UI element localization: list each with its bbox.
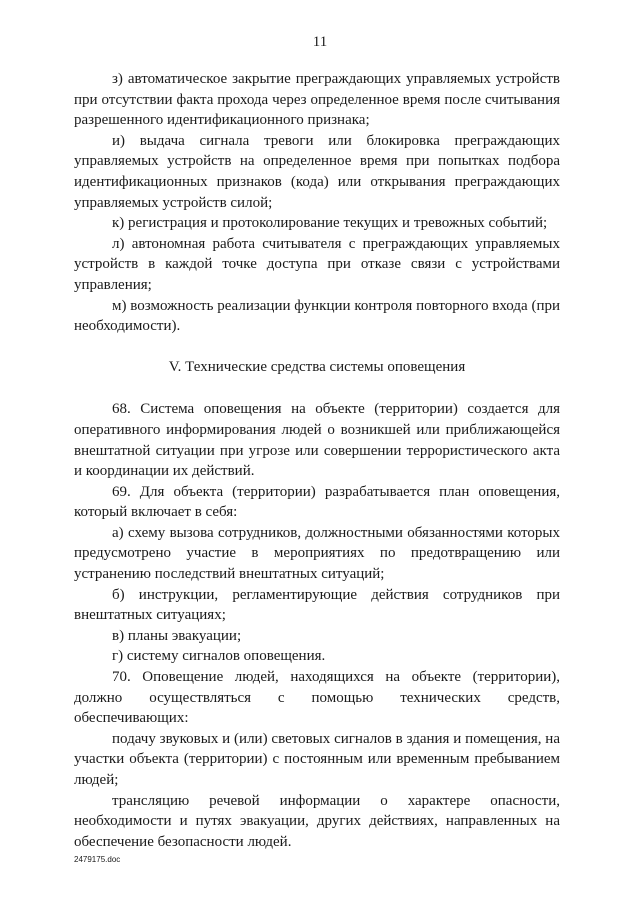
paragraph-70: 70. Оповещение людей, находящихся на объекте (территории), должно осуществляться с помощью технических средств, обеспечивающих: bbox=[74, 669, 560, 727]
list-item-m: м) возможность реализации функции контроля повторного входа (при необходимости). bbox=[74, 297, 560, 335]
paragraph-69: 69. Для объекта (территории) разрабатывается план оповещения, который включает в себя: bbox=[74, 483, 560, 521]
paragraph-68: 68. Система оповещения на объекте (территории) создается для оперативного информирования людей о возникшей или приближающейся внештатной ситуации при угрозе или совершении террористического акта и координации их действий. bbox=[74, 401, 560, 480]
list-item-z: з) автоматическое закрытие преграждающих управляемых устройств при отсутствии факта прохода через определенное время после считывания разрешенного идентификационного признака; bbox=[74, 71, 560, 129]
list-item-b: б) инструкции, регламентирующие действия сотрудников при внештатных ситуациях; bbox=[74, 586, 560, 624]
section-heading: V. Технические средства системы оповещения bbox=[168, 358, 466, 375]
list-item-sound-light-signals: подачу звуковых и (или) световых сигналов в здания и помещения, на участки объекта (территории) с постоянным или временным пребыванием людей; bbox=[74, 730, 560, 788]
page-number: 11 bbox=[312, 34, 328, 50]
list-item-g: г) систему сигналов оповещения. bbox=[112, 648, 326, 665]
list-item-k: к) регистрация и протоколирование текущих и тревожных событий; bbox=[112, 215, 548, 232]
list-item-speech-broadcast: трансляцию речевой информации о характере опасности, необходимости и путях эвакуации, других действиях, направленных на обеспечение безопасности людей. bbox=[74, 792, 560, 850]
list-item-l: л) автономная работа считывателя с преграждающих управляемых устройств в каждой точке доступа при отказе связи с устройствами управления; bbox=[74, 235, 560, 293]
list-item-a: а) схему вызова сотрудников, должностными обязанностями которых предусмотрено участие в мероприятиях по предотвращению или устранению последствий внештатных ситуаций; bbox=[74, 524, 560, 583]
list-item-i: и) выдача сигнала тревоги или блокировка преграждающих управляемых устройств на определенное время при попытках подбора идентификационных признаков (кода) или открывания преграждающих управляемых устройств силой; bbox=[74, 132, 560, 211]
document-footer-filename: 2479175.doc bbox=[74, 855, 121, 864]
document-body bbox=[74, 69, 560, 852]
list-item-v: в) планы эвакуации; bbox=[112, 627, 242, 644]
